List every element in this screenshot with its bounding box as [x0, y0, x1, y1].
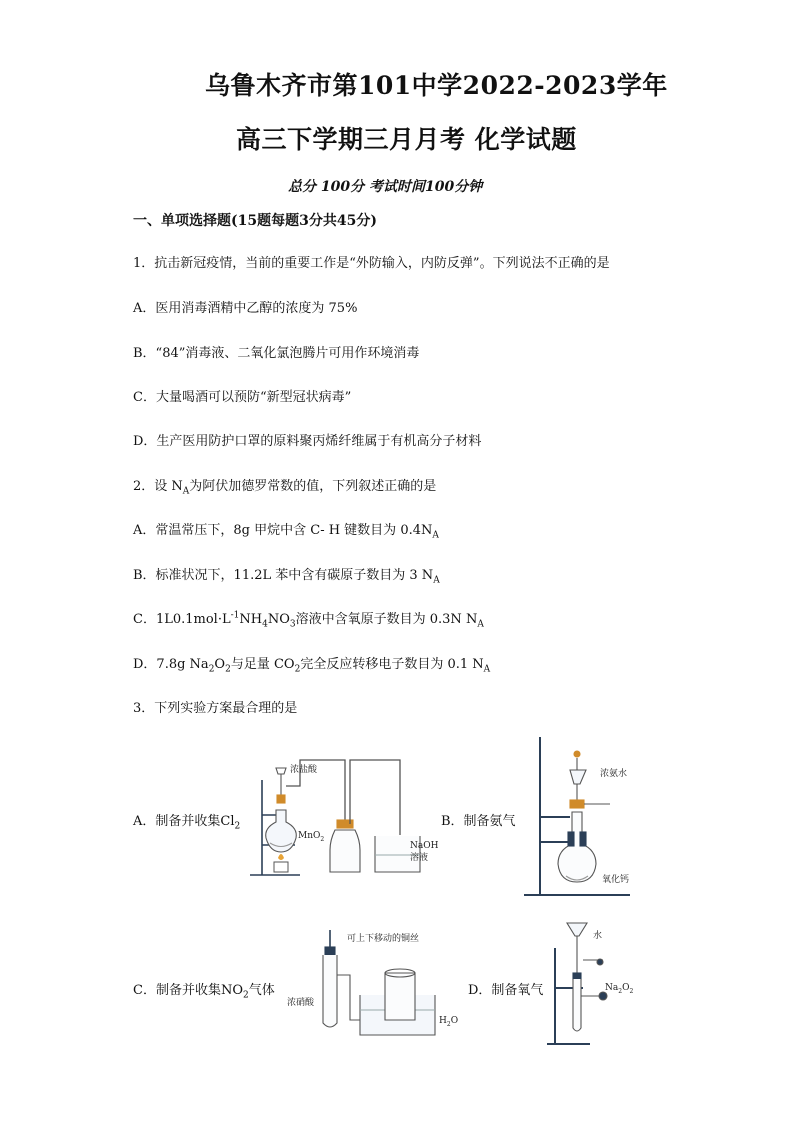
- label-conc-hno3: 浓硝酸: [287, 998, 315, 1008]
- label-h2o: $H_2O$: [439, 1016, 459, 1028]
- q3-stem: 3．下列实验方案最合理的是: [133, 701, 298, 716]
- label-naoh: NaOH: [410, 841, 439, 851]
- q3-option-a-label: A．制备并收集$Cl_2$: [133, 814, 241, 832]
- exam-info: 总分 100分 考试时间100分钟: [288, 179, 483, 195]
- figure-a-chlorine-apparatus: [240, 750, 440, 880]
- section-heading: 一、单项选择题(15题每题3分共45分): [133, 213, 377, 229]
- q2-option-c: C．$1L0.1mol\cdot L^{-1}NH_4NO_3$溶液中含氧原子数目为 0.3N $N_A$: [133, 610, 484, 630]
- label-cao: 氧化钙: [602, 875, 630, 885]
- burner-flame: [278, 854, 284, 860]
- figure-d-oxygen-apparatus: [545, 918, 655, 1048]
- alcohol-lamp: [274, 862, 288, 872]
- q3-option-d-label: D．制备氧气: [468, 983, 544, 998]
- title-line-1: 乌鲁木齐市第101中学2022-2023学年: [205, 71, 668, 100]
- q2-option-b: B．标准状况下，11.2L 苯中含有碳原子数目为 3 $N_A$: [133, 568, 440, 586]
- q1-stem: 1．抗击新冠疫情，当前的重要工作是“外防输入，内防反弹”。下列说法不正确的是: [133, 256, 610, 271]
- q3-option-b-label: B．制备氨气: [441, 814, 516, 829]
- figure-c-no2-apparatus: [285, 925, 465, 1045]
- label-ammonia-water: 浓氨水: [600, 769, 628, 779]
- label-na2o2: $Na_2O_2$: [605, 983, 634, 995]
- label-water: 水: [593, 931, 603, 941]
- q2-option-a: A．常温常压下，8g 甲烷中含 C- H 键数目为 $0.4N_A$: [133, 523, 439, 541]
- q1-option-d: D．生产医用防护口罩的原料聚丙烯纤维属于有机高分子材料: [133, 434, 482, 449]
- label-conc-hcl: 浓盐酸: [290, 765, 318, 775]
- title-line-2: 高三下学期三月月考 化学试题: [236, 125, 577, 154]
- q3-option-c-label: C．制备并收集$NO_2$气体: [133, 983, 275, 1001]
- q1-option-a: A．医用消毒酒精中乙醇的浓度为 75%: [133, 301, 358, 316]
- label-copper-wire: 可上下移动的铜丝: [347, 934, 420, 944]
- label-mno2: MnO$_2$: [298, 831, 325, 843]
- label-solution: 溶液: [410, 853, 429, 863]
- figure-b-ammonia-apparatus: [520, 732, 650, 902]
- q1-option-c: C．大量喝酒可以预防“新型冠状病毒”: [133, 390, 352, 405]
- q2-stem: 2．设 $N_A$为阿伏加德罗常数的值，下列叙述正确的是: [133, 479, 437, 497]
- q1-option-b: B．“84”消毒液、二氧化氯泡腾片可用作环境消毒: [133, 346, 420, 361]
- q2-option-d: D．7.8g $Na_2O_2$与足量 $CO_2$完全反应转移电子数目为 0.1 $N_A$: [133, 657, 491, 675]
